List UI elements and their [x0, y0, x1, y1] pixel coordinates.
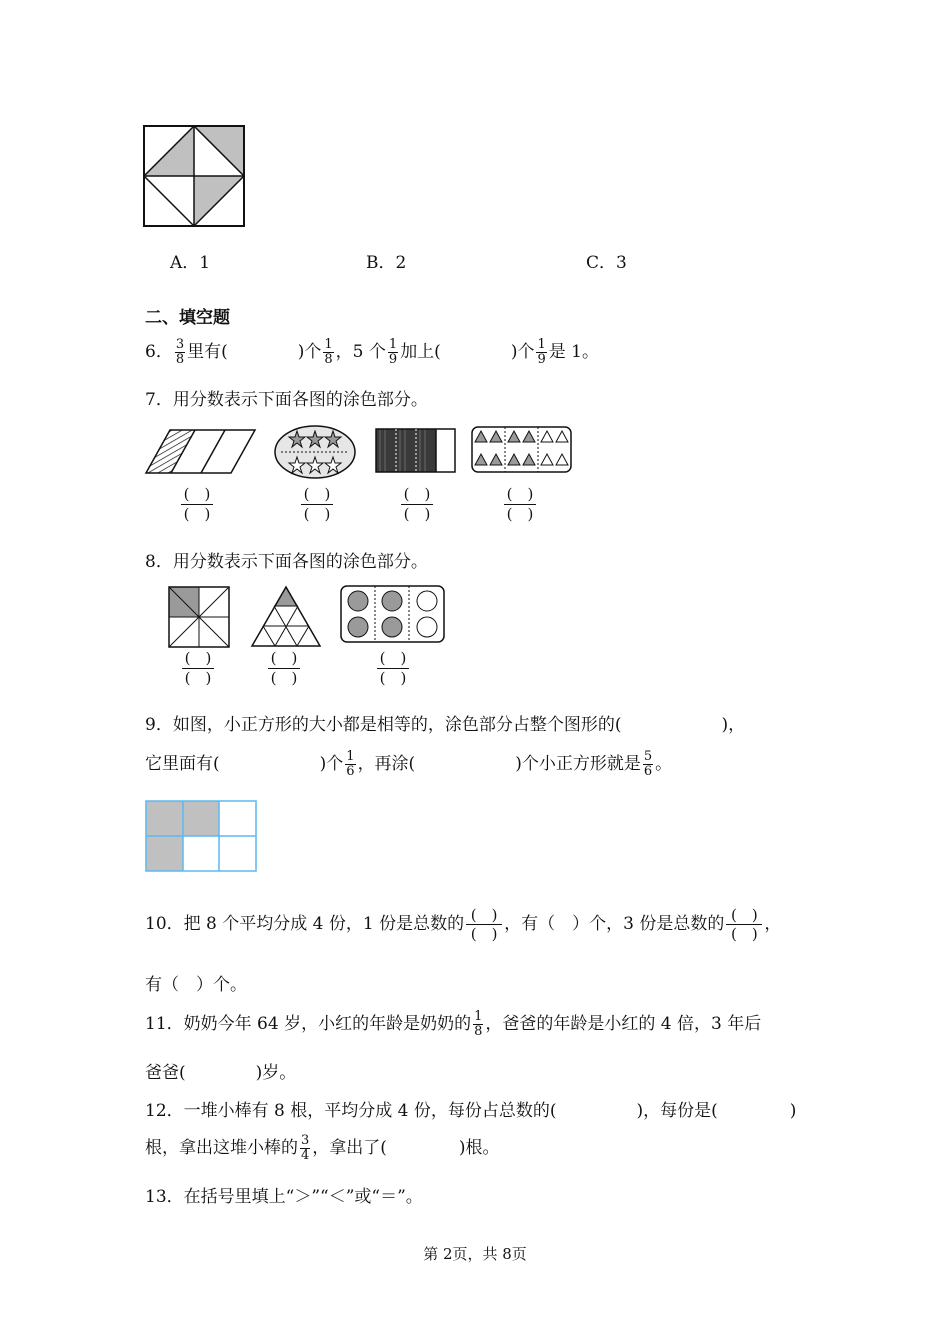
q8-answer-1[interactable]: ( ) ( ) — [178, 650, 218, 687]
q7-answer-4[interactable]: ( ) ( ) — [500, 486, 540, 523]
page-footer: 第 2页，共 8页 — [423, 1245, 527, 1263]
q9-line-1: 9．如图，小正方形的大小都是相等的，涂色部分占整个图形的( )， — [145, 715, 746, 735]
q8-answer-3[interactable]: ( ) ( ) — [373, 650, 413, 687]
q8-circles-figure — [340, 585, 446, 645]
q7-ellipse-stars-figure — [273, 424, 357, 480]
q10-blank-fraction-1: ( ) ( ) — [466, 906, 502, 943]
q11-line-2: 爸爸( )岁。 — [145, 1063, 297, 1083]
q5-option-c: C．3 — [586, 253, 627, 273]
q5-option-b: B．2 — [366, 253, 407, 273]
q6-fraction-1-9: $\frac{1}{9}$ — [388, 337, 398, 367]
q10-line-1: 10．把 8 个平均分成 4 份，1 份是总数的 ( ) ( ) ，有（ ）个，3 份是总数的 ( ) ( ) ， — [145, 906, 782, 943]
q7-answer-2[interactable]: ( ) ( ) — [297, 486, 337, 523]
q8-triangle-ninths-figure — [250, 585, 322, 649]
q9-fraction-5-6: $\frac{5}{6}$ — [643, 749, 653, 779]
q5-option-a: A．1 — [170, 253, 211, 273]
q12-line-2: 根，拿出这堆小棒的 $\frac{3}{4}$ ，拿出了( )根。 — [145, 1133, 500, 1163]
q5-square-figure — [143, 125, 247, 229]
q6-line: 6． $\frac{3}{8}$ 里有( )个 $\frac{1}{8}$ ，5 个 $\frac{1}{9}$ 加上( )个 $\frac{1}{9}$ 是 1。 — [145, 337, 599, 367]
q12-fraction-3-4: $\frac{3}{4}$ — [301, 1133, 310, 1163]
q8-prompt: 8．用分数表示下面各图的涂色部分。 — [145, 552, 428, 572]
q7-triangles-figure — [471, 426, 573, 474]
q11-fraction-1-8: $\frac{1}{8}$ — [474, 1009, 483, 1039]
q7-rectangle-strips-figure — [375, 428, 457, 474]
q13-prompt: 13．在括号里填上“＞”“＜”或“＝”。 — [145, 1187, 423, 1207]
q11-line-1: 11．奶奶今年 64 岁，小红的年龄是奶奶的 $\frac{1}{8}$ ，爸爸的年龄是小红的 4 倍，3 年后 — [145, 1009, 762, 1039]
q6-fraction-3-8: $\frac{3}{8}$ — [175, 337, 185, 367]
q8-square-eighths-figure — [168, 586, 230, 648]
q10-blank-fraction-2: ( ) ( ) — [726, 906, 762, 943]
q7-answer-1[interactable]: ( ) ( ) — [177, 486, 217, 523]
q10-line-2: 有（ ）个。 — [145, 975, 247, 995]
q9-fraction-1-6: $\frac{1}{6}$ — [346, 749, 355, 779]
q9-line-2: 它里面有( )个 $\frac{1}{6}$ ，再涂( )个小正方形就是 $\frac{5}{6}$ 。 — [145, 749, 673, 779]
q6-fraction-1-8: $\frac{1}{8}$ — [324, 337, 333, 367]
q6-fraction-1-9b: $\frac{1}{9}$ — [537, 337, 546, 367]
section-title: 二、填空题 — [145, 308, 230, 328]
q7-parallelogram-figure — [145, 428, 257, 476]
q7-prompt: 7．用分数表示下面各图的涂色部分。 — [145, 390, 428, 410]
q8-answer-2[interactable]: ( ) ( ) — [264, 650, 304, 687]
q12-line-1: 12．一堆小棒有 8 根，平均分成 4 份，每份占总数的( )，每份是( ) — [145, 1101, 797, 1121]
q7-answer-3[interactable]: ( ) ( ) — [397, 486, 437, 523]
q9-grid-figure — [145, 800, 258, 873]
